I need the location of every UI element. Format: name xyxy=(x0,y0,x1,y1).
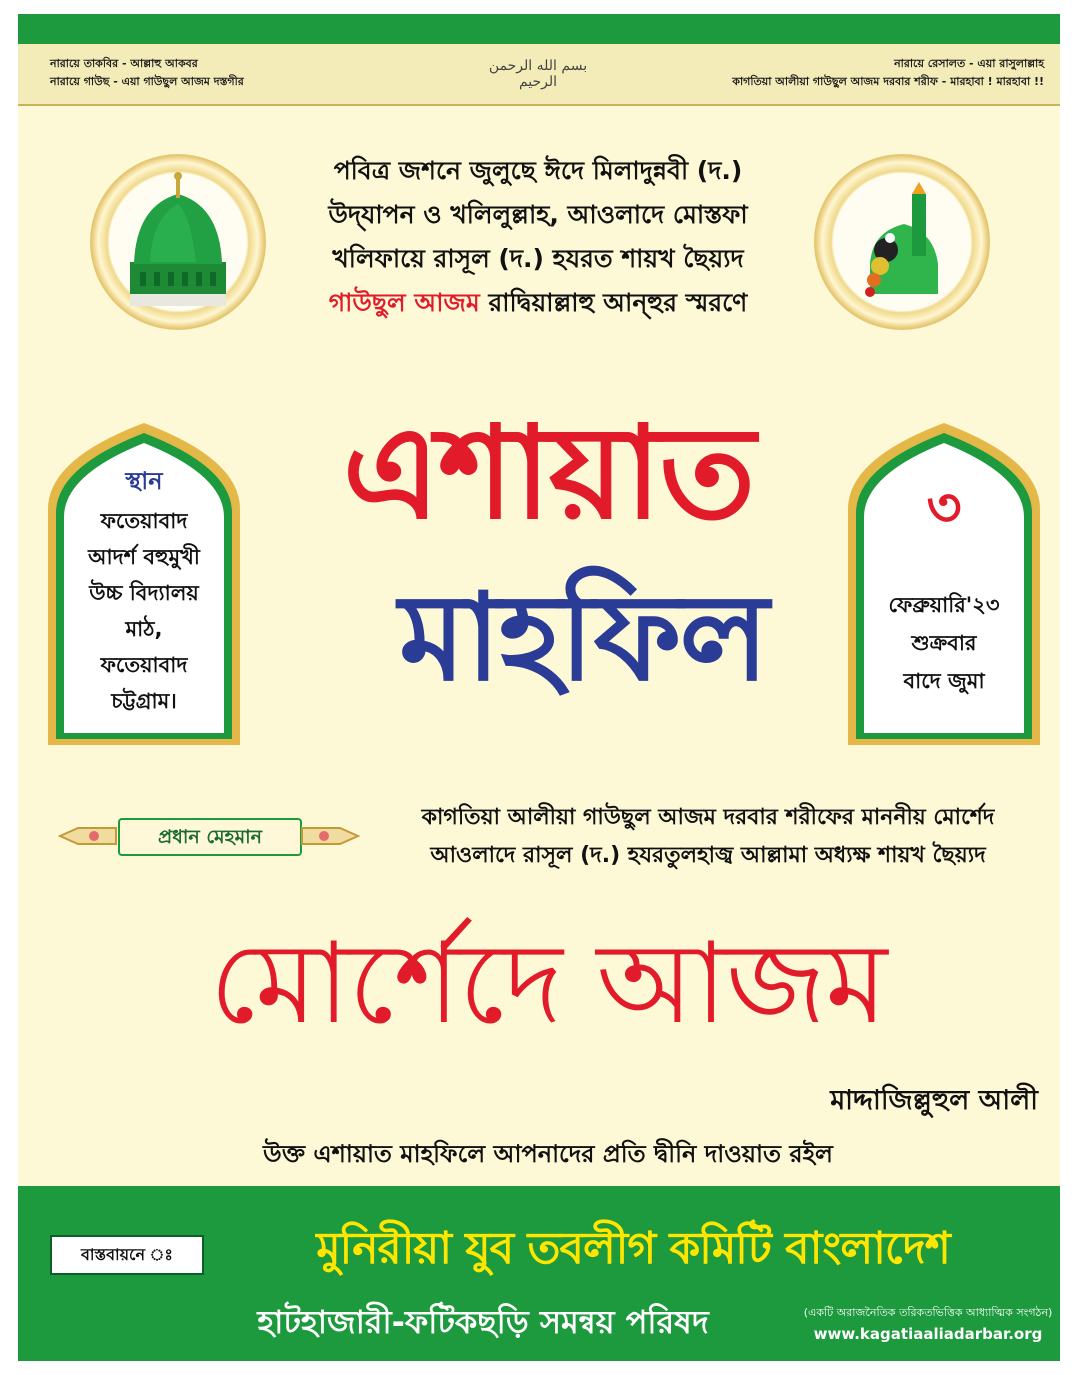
venue-arch xyxy=(44,419,244,749)
chief-guest-description xyxy=(378,799,1038,875)
mosque-emblem-icon xyxy=(814,154,990,330)
intro-line-4-rest: রাদ্বিয়াল্লাহু আন্‌হুর স্মরণে xyxy=(479,288,748,317)
chief-guest-name: মোর্শেদে আজম xyxy=(209,919,887,1049)
poster xyxy=(18,14,1060,1361)
bismillah-calligraphy: بسم الله الرحمن الرحيم xyxy=(488,58,588,90)
scroll-ornament-icon xyxy=(58,824,118,848)
intro-line-3: খলিফায়ে রাসূল (দ.) হযরত শায়খ ছৈয়্যদ xyxy=(332,244,744,273)
organization-name: মুনিরীয়া যুব তবলীগ কমিটি বাংলাদেশ xyxy=(316,1223,950,1274)
council-name: হাটহাজারী-ফটিকছড়ি সমন্বয় পরিষদ xyxy=(257,1303,709,1341)
top-green-bar xyxy=(18,14,1060,44)
intro-line-4 xyxy=(268,281,808,325)
arch-frame-right xyxy=(844,419,1044,749)
date-time: বাদে জুমা xyxy=(903,669,985,693)
chief-guest-line-2: আওলাদে রাসূল (দ.) হযরতুলহাজ্ব আল্লামা অধ্যক্ষ শায়খ ছৈয়্যদ xyxy=(430,843,986,868)
slogan-gaus: নারায়ে গাউছ - এয়া গাউছুল আজম দস্তগীর xyxy=(50,75,244,88)
organization-tagline: (একটি অরাজনৈতিক তরিকতভিত্তিক আধ্যাত্মিক সংগঠন) xyxy=(803,1306,1053,1319)
intro-text xyxy=(268,149,808,325)
chief-guest-honorific: মাদ্দাজিল্লুহুল আলী xyxy=(830,1085,1038,1116)
scroll-ornament-icon-right xyxy=(300,824,360,848)
implemented-by-box: বাস্তবায়নে ঃ xyxy=(50,1235,204,1275)
date-day-number: ৩ xyxy=(926,476,962,539)
date-arch xyxy=(844,419,1044,749)
website-link[interactable]: www.kagatiaaliadarbar.org xyxy=(813,1325,1043,1343)
green-dome-medallion xyxy=(90,154,266,330)
venue-line-4: মাঠ, xyxy=(125,617,163,641)
mosque-emblem-medallion xyxy=(814,154,990,330)
title-mahfil: মাহফিল xyxy=(399,569,767,708)
venue-heading: স্থান xyxy=(125,467,163,495)
slogan-marhaba: কাগতিয়া আলীয়া গাউছুল আজম দরবার শরীফ - মারহাবা ! মারহাবা !! xyxy=(732,75,1044,88)
invitation-text: উক্ত এশায়াত মাহফিলে আপনাদের প্রতি দ্বীনি দাওয়াত রইল xyxy=(263,1140,833,1168)
title-eshayat: এশায়াত xyxy=(342,399,754,548)
venue-line-6: চট্টগ্রাম। xyxy=(111,689,177,713)
slogan-takbir: নারায়ে তাকবির - আল্লাহু আকবর xyxy=(50,57,198,70)
date-month-year: ফেব্রুয়ারি'২৩ xyxy=(888,593,1000,617)
green-dome-icon xyxy=(90,154,266,330)
venue-line-2: আদর্শ বহুমুখী xyxy=(88,545,200,569)
intro-line-2: উদ্‌যাপন ও খলিলুল্লাহ, আওলাদে মোস্তফা xyxy=(328,200,748,229)
venue-line-3: উচ্চ বিদ্যালয় xyxy=(89,581,199,605)
gausul-azam-highlight: গাউছুল আজম xyxy=(328,288,480,317)
chief-guest-label: প্রধান মেহমান xyxy=(118,818,302,856)
chief-guest-line-1: কাগতিয়া আলীয়া গাউছুল আজম দরবার শরীফের মাননীয় মোর্শেদ xyxy=(421,805,995,830)
slogan-resalat: নারায়ে রেসালত - এয়া রাসুলাল্লাহ xyxy=(894,57,1044,70)
date-weekday: শুক্রবার xyxy=(911,631,977,655)
venue-line-1: ফতেয়াবাদ xyxy=(100,509,188,533)
venue-line-5: ফতেয়াবাদ xyxy=(100,653,188,677)
intro-line-1: পবিত্র জশনে জুলুছে ঈদে মিলাদুন্নবী (দ.) xyxy=(333,156,743,185)
